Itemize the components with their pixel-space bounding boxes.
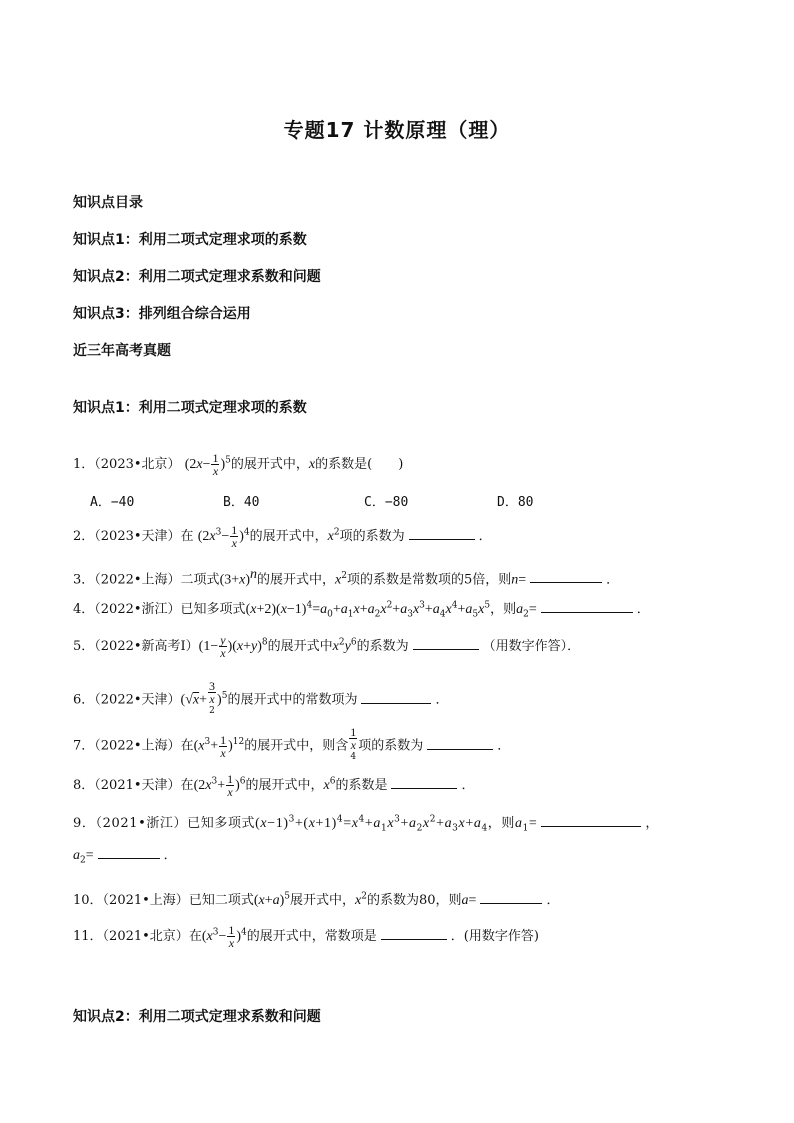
- answer-blank-a1[interactable]: [541, 814, 641, 827]
- question-9-cont: $a_2=$ ．: [73, 848, 177, 866]
- question-7: 7．（2022•上海）在($x^3+$ $\frac{1}{x}$ )$^{12}$的展开式中，则含 1 x $^4$ 项的系数为 ．: [73, 725, 511, 762]
- answer-blank[interactable]: [391, 776, 457, 789]
- option-d[interactable]: D．80: [497, 495, 534, 510]
- question-6: 6．（2022•天津）(√x+ 3 x $^2$ )$^5$的展开式中的常数项为 ．: [73, 679, 449, 716]
- toc-item-3[interactable]: 知识点3：排列组合综合运用: [73, 306, 251, 322]
- option-b[interactable]: B．40: [223, 495, 260, 510]
- question-5: 5．（2022•新高考Ⅰ）(1− $\frac{y}{x}$ )$(x+y)^8$的展开式中$x^2y^6$的系数为 （用数字作答）．: [73, 633, 581, 660]
- section-heading-2: 知识点2：利用二项式定理求系数和问题: [73, 1009, 321, 1025]
- question-11: 11．（2021•北京）在($x^3-$ $\frac{1}{x}$ )$^4$的展开式中，常数项是 ．(用数字作答): [73, 923, 539, 950]
- question-8: 8．（2021•天津）在($2x^3+$ $\frac{1}{x}$ )$^6$的展开式中，$x^6$的系数是 ．: [73, 772, 475, 799]
- answer-blank[interactable]: [361, 691, 431, 704]
- answer-blank[interactable]: [530, 570, 602, 583]
- question-3: 3．（2022•上海）二项式$(3+x)^n$的展开式中，$x^2$项的系数是常数项的5倍，则n= ．: [73, 567, 620, 588]
- toc-item-1[interactable]: 知识点1：利用二项式定理求项的系数: [73, 232, 307, 248]
- answer-blank[interactable]: [381, 927, 447, 940]
- toc-item-4[interactable]: 近三年高考真题: [73, 343, 171, 359]
- question-1: 1．（2023•北京） (2x− $\frac{1}{x}$ )$^5$的展开式中，x的系数是( ): [73, 451, 404, 478]
- question-9: 9．（2021•浙江）已知多项式$(x-1)^3+(x+1)^4=x^4+a_1x^3+a_2x^2+a_3x+a_4$，则$a_1=$ ，: [73, 814, 660, 834]
- answer-blank[interactable]: [413, 637, 479, 650]
- answer-blank[interactable]: [409, 527, 475, 540]
- option-c[interactable]: C．−80: [364, 495, 409, 510]
- page-title: 专题17 计数原理（理）: [283, 118, 511, 142]
- answer-blank[interactable]: [480, 891, 542, 904]
- answer-blank[interactable]: [541, 600, 633, 613]
- question-10: 10．（2021•上海）已知二项式$(x+a)^5$展开式中，$x^2$的系数为80，则a= ．: [73, 891, 560, 908]
- option-a[interactable]: A．−40: [90, 495, 135, 510]
- question-2: 2．（2023•天津）在 ($2x^3-$ $\frac{1}{x}$ )$^4$的展开式中，$x^2$项的系数为 ．: [73, 523, 492, 550]
- toc-item-2[interactable]: 知识点2：利用二项式定理求系数和问题: [73, 269, 321, 285]
- answer-blank-a2[interactable]: [98, 846, 160, 859]
- answer-blank[interactable]: [427, 737, 493, 750]
- section-heading-1: 知识点1：利用二项式定理求项的系数: [73, 400, 307, 416]
- question-4: 4．（2022•浙江）已知多项式$(x+2)(x-1)^4=a_0+a_1x+a_2x^2+a_3x^3+a_4x^4+a_5x^5$，则$a_2=$ ．: [73, 600, 650, 620]
- toc-heading: 知识点目录: [73, 195, 143, 211]
